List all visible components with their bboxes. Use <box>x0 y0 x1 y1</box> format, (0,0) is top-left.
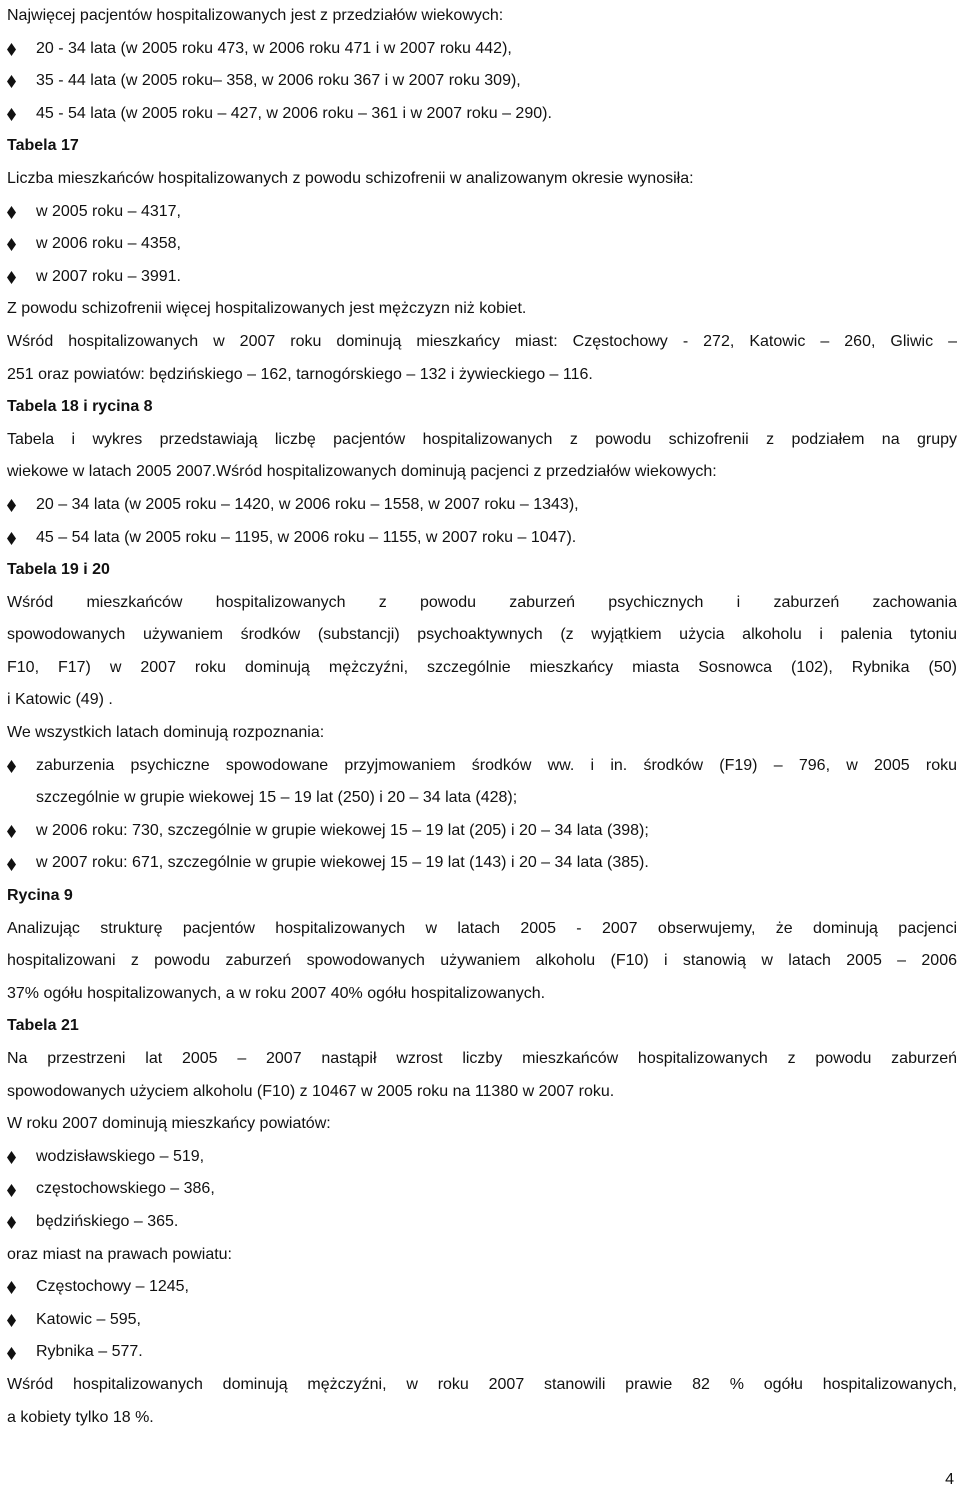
bullet-item <box>7 815 957 848</box>
paragraph-line: Z powodu schizofrenii więcej hospitalizowanych jest mężczyzn niż kobiet. <box>7 300 527 318</box>
bullet-item-text: Katowic – 595, <box>36 1310 141 1328</box>
bullet-item-text: w 2005 roku – 4317, <box>36 202 181 220</box>
bullet-item-text: 35 - 44 lata (w 2005 roku– 358, w 2006 roku 367 i w 2007 roku 309), <box>36 72 521 90</box>
paragraph-line: F10, F17) w 2007 roku dominują mężczyźni, szczególnie mieszkańcy miasta Sosnowca (102), Rybnika (50) <box>7 658 957 676</box>
paragraph-line: Liczba mieszkańców hospitalizowanych z powodu schizofrenii w analizowanym okresie wynosiła: <box>7 169 694 187</box>
section-heading: Tabela 17 <box>7 137 79 155</box>
bullet-item <box>7 489 957 522</box>
diamond-bullet-icon <box>7 858 16 871</box>
bullet-item-text: będzińskiego – 365. <box>36 1212 179 1230</box>
bullet-item <box>7 98 957 131</box>
bullet-item-text: szczególnie w grupie wiekowej 15 – 19 lat (250) i 20 – 34 lata (428); <box>36 789 518 807</box>
diamond-bullet-icon <box>7 43 16 56</box>
paragraph-line: We wszystkich latach dominują rozpoznania: <box>7 724 325 742</box>
diamond-bullet-icon <box>7 1216 16 1229</box>
diamond-bullet-icon <box>7 1314 16 1327</box>
bullet-item <box>7 1336 957 1369</box>
bullet-item <box>7 847 957 880</box>
paragraph-line: Najwięcej pacjentów hospitalizowanych jest z przedziałów wiekowych: <box>7 7 504 24</box>
paragraph-line: spowodowanych użyciem alkoholu (F10) z 10467 w 2005 roku na 11380 w 2007 roku. <box>7 1082 615 1100</box>
diamond-bullet-icon <box>7 1151 16 1164</box>
bullet-item <box>7 196 957 229</box>
bullet-item <box>7 65 957 98</box>
bullet-item <box>7 522 957 555</box>
paragraph-line: hospitalizowani z powodu zaburzeń spowodowanych używaniem alkoholu (F10) i stanowią w latach 2005 – 2006 <box>7 952 957 970</box>
bullet-item <box>7 33 957 66</box>
paragraph-line: Wśród mieszkańców hospitalizowanych z powodu zaburzeń psychicznych i zaburzeń zachowania <box>7 593 957 611</box>
bullet-item <box>7 1206 957 1239</box>
bullet-item-text: w 2007 roku – 3991. <box>36 267 181 285</box>
paragraph-line: oraz miast na prawach powiatu: <box>7 1245 232 1263</box>
diamond-bullet-icon <box>7 206 16 219</box>
paragraph-line: 251 oraz powiatów: będzińskiego – 162, tarnogórskiego – 132 i żywieckiego – 116. <box>7 365 593 383</box>
paragraph-line: Tabela i wykres przedstawiają liczbę pacjentów hospitalizowanych z powodu schizofrenii z podziałem na grupy <box>7 430 957 448</box>
bullet-item-text: w 2006 roku – 4358, <box>36 235 181 253</box>
diamond-bullet-icon <box>7 1347 16 1360</box>
bullet-item <box>7 261 957 294</box>
bullet-item <box>7 228 957 261</box>
paragraph-line: Wśród hospitalizowanych w 2007 roku dominują mieszkańcy miast: Częstochowy - 272, Katowic – 260, Gliwic – <box>7 332 957 350</box>
bullet-item-text: w 2007 roku: 671, szczególnie w grupie wiekowej 15 – 19 lat (143) i 20 – 34 lata (385). <box>36 854 649 872</box>
paragraph-line: Na przestrzeni lat 2005 – 2007 nastąpił wzrost liczby mieszkańców hospitalizowanych z powodu zaburzeń <box>7 1050 957 1067</box>
section-heading: Tabela 21 <box>7 1017 79 1035</box>
bullet-item-text: częstochowskiego – 386, <box>36 1180 215 1198</box>
document-body <box>7 0 957 1434</box>
diamond-bullet-icon <box>7 271 16 284</box>
paragraph-line: a kobiety tylko 18 %. <box>7 1408 154 1426</box>
diamond-bullet-icon <box>7 760 16 773</box>
bullet-item-text: w 2006 roku: 730, szczególnie w grupie wiekowej 15 – 19 lat (205) i 20 – 34 lata (398); <box>36 821 649 839</box>
bullet-item-text: wodzisławskiego – 519, <box>36 1147 205 1165</box>
bullet-item-continuation <box>7 782 957 815</box>
bullet-item-text: zaburzenia psychiczne spowodowane przyjmowaniem środków ww. i in. środków (F19) – 796, w 2005 roku <box>36 756 957 774</box>
section-heading: Tabela 18 i rycina 8 <box>7 398 153 416</box>
diamond-bullet-icon <box>7 238 16 251</box>
bullet-item-text: Częstochowy – 1245, <box>36 1278 189 1296</box>
paragraph-line: Wśród hospitalizowanych dominują mężczyźni, w roku 2007 stanowili prawie 82 % ogółu hospitalizowanych, <box>7 1375 957 1393</box>
bullet-item <box>7 1304 957 1337</box>
diamond-bullet-icon <box>7 75 16 88</box>
page-number: 4 <box>945 1471 954 1488</box>
paragraph-line: 37% ogółu hospitalizowanych, a w roku 2007 40% ogółu hospitalizowanych. <box>7 984 546 1002</box>
section-heading: Tabela 19 i 20 <box>7 561 110 579</box>
bullet-item-text: 20 - 34 lata (w 2005 roku 473, w 2006 roku 471 i w 2007 roku 442), <box>36 39 512 57</box>
paragraph-line: i Katowic (49) . <box>7 691 113 709</box>
diamond-bullet-icon <box>7 108 16 121</box>
diamond-bullet-icon <box>7 1281 16 1294</box>
diamond-bullet-icon <box>7 499 16 512</box>
diamond-bullet-icon <box>7 1184 16 1197</box>
section-heading: Rycina 9 <box>7 887 73 905</box>
bullet-item <box>7 1141 957 1174</box>
diamond-bullet-icon <box>7 532 16 545</box>
diamond-bullet-icon <box>7 825 16 838</box>
bullet-item-text: Rybnika – 577. <box>36 1343 143 1361</box>
bullet-item-text: 45 – 54 lata (w 2005 roku – 1195, w 2006 roku – 1155, w 2007 roku – 1047). <box>36 528 577 546</box>
bullet-item-text: 20 – 34 lata (w 2005 roku – 1420, w 2006 roku – 1558, w 2007 roku – 1343), <box>36 495 579 513</box>
bullet-item <box>7 750 957 783</box>
paragraph-line: Analizując strukturę pacjentów hospitalizowanych w latach 2005 - 2007 obserwujemy, że dominują pacjenci <box>7 919 957 937</box>
bullet-item-text: 45 - 54 lata (w 2005 roku – 427, w 2006 roku – 361 i w 2007 roku – 290). <box>36 104 552 122</box>
paragraph-line: W roku 2007 dominują mieszkańcy powiatów: <box>7 1115 331 1133</box>
paragraph-line: spowodowanych używaniem środków (substancji) psychoaktywnych (z wyjątkiem użycia alkoholu i palenia tytoniu <box>7 626 957 644</box>
bullet-item <box>7 1173 957 1206</box>
paragraph-line: wiekowe w latach 2005 2007.Wśród hospitalizowanych dominują pacjenci z przedziałów wiekowych: <box>7 463 717 481</box>
bullet-item <box>7 1271 957 1304</box>
